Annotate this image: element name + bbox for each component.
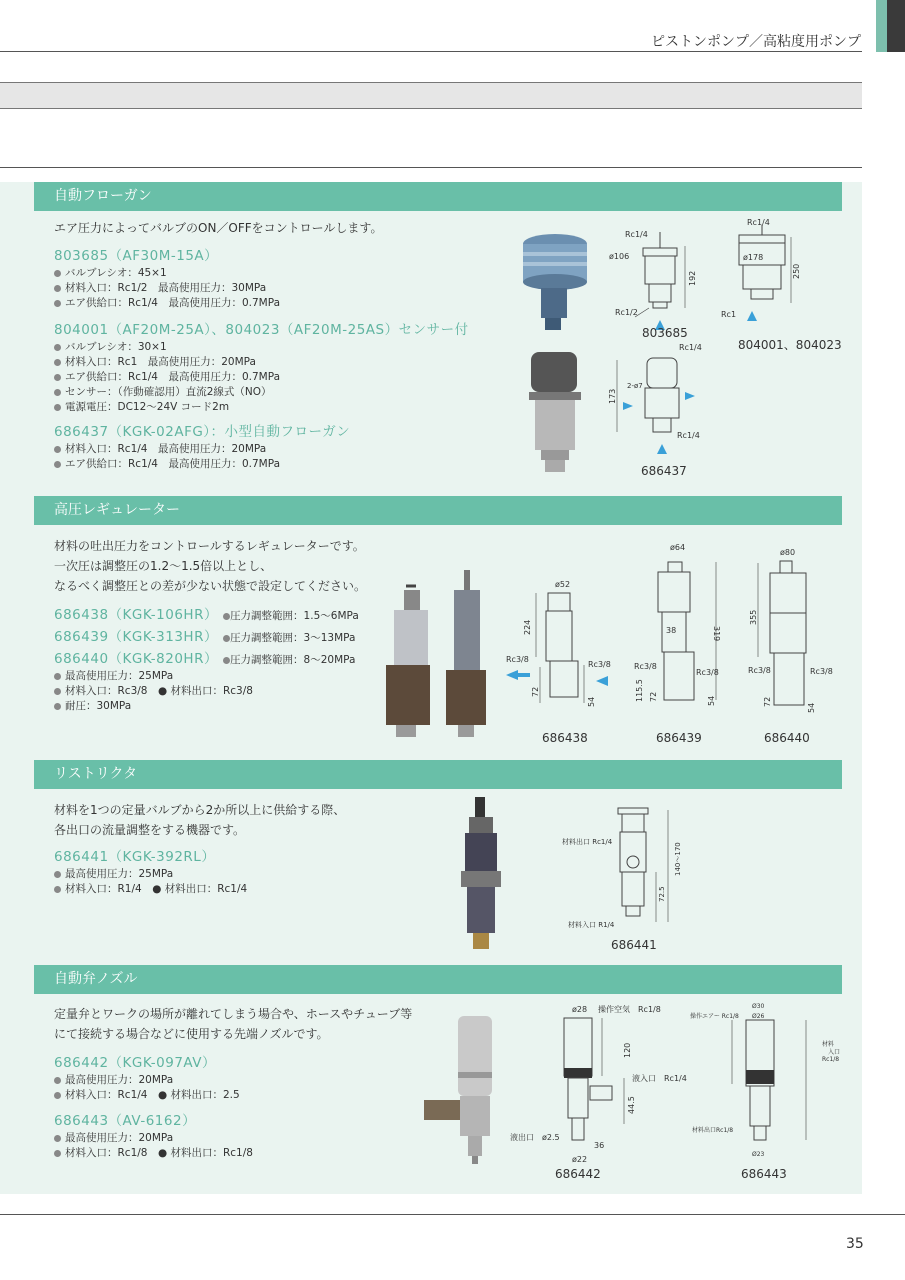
model-686443: 686443（AV-6162） — [54, 1113, 197, 1129]
regulator-model-row: 686440（KGK-820HR） 圧力調整範囲：8〜20MPa — [54, 651, 356, 667]
auto-gun-desc: エア圧力によってバルブのON／OFFをコントロールします。 — [54, 221, 383, 235]
drawing-686439 — [620, 540, 735, 718]
bullet-icon — [223, 613, 230, 620]
header-accent-dark — [887, 0, 905, 52]
spec-list — [54, 340, 280, 415]
spec-list — [54, 1131, 253, 1161]
bullet-icon — [54, 270, 61, 277]
drawing-label: 319 — [712, 626, 721, 642]
drawing-label: 液出口 ø2.5 — [510, 1133, 560, 1142]
photo-nozzle — [420, 1012, 500, 1167]
drawing-label: ø106 — [609, 252, 630, 261]
drawing-label: 材料入口 R1/4 — [568, 921, 615, 929]
drawing-686443 — [688, 1000, 848, 1165]
bullet-icon — [54, 886, 61, 893]
bullet-icon — [54, 1092, 61, 1099]
photo-flow-gun-803685 — [515, 230, 595, 335]
bullet-icon — [223, 635, 230, 642]
drawing-label: Ø23 — [752, 1151, 765, 1158]
drawing-label: 2-ø7 — [627, 382, 643, 390]
arrow-icon — [685, 392, 695, 400]
spec-item: バルブレシオ：45×1 — [54, 266, 280, 281]
section-title-restrictor: リストリクタ — [34, 760, 842, 789]
arrow-icon — [518, 673, 530, 677]
spec-item: 材料入口：Rc1/2 最高使用圧力：30MPa — [54, 281, 280, 296]
caption-686437: 686437 — [641, 464, 687, 478]
drawing-label: ø80 — [780, 548, 796, 557]
caption-803685: 803685 — [642, 326, 688, 340]
drawing-label: 36 — [594, 1141, 605, 1150]
drawing-label: 72.5 — [658, 886, 666, 902]
nozzle-desc: 定量弁とワークの場所が離れてしまう場合や、ホースやチューブ等 にて接続する場合などに使用する先端ノズルです。 — [54, 1007, 413, 1041]
bullet-icon — [54, 871, 61, 878]
bullet-icon — [223, 657, 230, 664]
photo-flow-gun-686437 — [525, 350, 585, 475]
spec-list — [54, 1073, 240, 1103]
bullet-icon — [54, 359, 61, 366]
drawing-label: Rc1/8 — [822, 1056, 840, 1063]
drawing-label: Rc1/4 — [747, 218, 770, 227]
photo-restrictor — [455, 795, 515, 955]
drawing-label: ø178 — [743, 253, 764, 262]
drawing-label: 120 — [623, 1042, 632, 1058]
caption-686442: 686442 — [555, 1167, 601, 1181]
regulator-desc: 材料の吐出圧力をコントロールするレギュレーターです。 一次圧は調整圧の1.2〜1.5倍以上とし、 なるべく調整圧との差が少ない状態で設定してください。 — [54, 539, 367, 593]
drawing-label: 材料 — [822, 1041, 835, 1048]
drawing-label: Rc3/8 — [748, 666, 771, 675]
spec-item: エア供給口：Rc1/4 最高使用圧力：0.7MPa — [54, 370, 280, 385]
drawing-label: ø64 — [670, 543, 686, 552]
drawing-label: 250 — [792, 263, 801, 279]
drawing-label: 173 — [608, 388, 617, 404]
drawing-label: 115.5 — [635, 679, 644, 702]
spec-item: 最高使用圧力：25MPa — [54, 669, 253, 684]
drawing-label: 54 — [807, 702, 816, 713]
caption-686443: 686443 — [741, 1167, 787, 1181]
drawing-label: 入口 — [828, 1049, 841, 1056]
drawing-label: Rc1/4 — [679, 343, 702, 352]
spec-list — [54, 442, 280, 472]
drawing-label: Rc1/4 — [625, 230, 648, 239]
bullet-icon — [54, 344, 61, 351]
bullet-icon — [54, 461, 61, 468]
arrow-icon — [657, 444, 667, 454]
section-title-auto-gun: 自動フローガン — [34, 182, 842, 211]
spec-item: センサー：（作動確認用）直流2線式（NO） — [54, 385, 280, 400]
section-title-nozzle: 自動弁ノズル — [34, 965, 842, 994]
page-number: 35 — [846, 1236, 864, 1252]
drawing-label: Rc3/8 — [588, 660, 611, 669]
drawing-686437 — [605, 340, 715, 458]
drawing-label: 材料出口 Rc1/4 — [562, 838, 613, 846]
spec-item: バルブレシオ：30×1 — [54, 340, 280, 355]
spec-item: 材料入口：Rc1/4 ● 材料出口：2.5 — [54, 1088, 240, 1103]
spec-item: 材料入口：Rc3/8 ● 材料出口：Rc3/8 — [54, 684, 253, 699]
drawing-686442 — [508, 1000, 688, 1165]
gray-band — [0, 82, 862, 109]
drawing-label: Rc3/8 — [696, 668, 719, 677]
spec-list — [54, 867, 247, 897]
model-686437: 686437（KGK-02AFG）：小型自動フローガン — [54, 424, 351, 440]
caption-686438: 686438 — [542, 731, 588, 745]
drawing-label: 液入口 Rc1/4 — [632, 1074, 687, 1083]
drawing-label: Rc1 — [721, 310, 737, 319]
drawing-686441 — [560, 800, 680, 935]
caption-686439: 686439 — [656, 731, 702, 745]
spec-item: 材料入口：Rc1/4 最高使用圧力：20MPa — [54, 442, 280, 457]
spec-item: エア供給口：Rc1/4 最高使用圧力：0.7MPa — [54, 457, 280, 472]
drawing-label: 355 — [749, 609, 758, 625]
drawing-686438 — [500, 575, 615, 715]
spec-list — [54, 266, 280, 311]
caption-686441: 686441 — [611, 938, 657, 952]
spec-item: 最高使用圧力：20MPa — [54, 1131, 253, 1146]
arrow-icon — [506, 670, 518, 680]
section-title-regulator: 高圧レギュレーター — [34, 496, 842, 525]
drawing-686440 — [740, 545, 840, 720]
regulator-model-row: 686438（KGK-106HR） 圧力調整範囲：1.5〜6MPa — [54, 607, 359, 623]
bullet-icon — [54, 374, 61, 381]
drawing-label: ø22 — [572, 1155, 588, 1164]
spec-item: 材料入口：Rc1/8 ● 材料出口：Rc1/8 — [54, 1146, 253, 1161]
drawing-label: 224 — [523, 619, 532, 635]
bullet-icon — [54, 1150, 61, 1157]
drawing-label: 140〜170 — [674, 842, 682, 876]
drawing-label: 38 — [666, 626, 677, 635]
bullet-icon — [54, 1077, 61, 1084]
drawing-label: ø52 — [555, 580, 571, 589]
drawing-label: ø28 — [572, 1005, 588, 1014]
drawing-804001 — [715, 215, 810, 325]
drawing-803685 — [605, 222, 715, 342]
bullet-icon — [54, 688, 61, 695]
spec-item: 最高使用圧力：20MPa — [54, 1073, 240, 1088]
drawing-label: 192 — [688, 270, 697, 286]
drawing-label: 54 — [707, 695, 716, 706]
arrow-icon — [747, 311, 757, 321]
header-accent-bar — [876, 0, 887, 52]
drawing-label: 操作エアー Rc1/8 — [690, 1013, 739, 1020]
caption-686440: 686440 — [764, 731, 810, 745]
drawing-label: Ø26 — [752, 1013, 765, 1020]
arrow-icon — [623, 402, 633, 410]
spec-item: 材料入口：R1/4 ● 材料出口：Rc1/4 — [54, 882, 247, 897]
header-divider — [0, 51, 862, 52]
photo-regulators — [378, 568, 498, 743]
restrictor-desc: 材料を1つの定量バルブから2か所以上に供給する際、 各出口の流量調整をする機器です。 — [54, 803, 346, 837]
drawing-label: Ø30 — [752, 1003, 765, 1010]
drawing-label: 44.5 — [627, 1096, 636, 1114]
spec-item: 電源電圧：DC12〜24V コード2m — [54, 400, 280, 415]
drawing-label: Rc1/4 — [677, 431, 700, 440]
spec-item: 耐圧：30MPa — [54, 699, 253, 714]
footer-divider — [0, 1214, 905, 1215]
drawing-label: 72 — [763, 696, 772, 707]
spec-list — [54, 669, 253, 714]
spec-item: 最高使用圧力：25MPa — [54, 867, 247, 882]
drawing-label: Rc3/8 — [634, 662, 657, 671]
divider-line — [0, 167, 862, 168]
drawing-label: 72 — [649, 691, 658, 702]
bullet-icon — [54, 285, 61, 292]
model-686441: 686441（KGK-392RL） — [54, 849, 216, 865]
bullet-icon — [54, 404, 61, 411]
spec-item: 材料入口：Rc1 最高使用圧力：20MPa — [54, 355, 280, 370]
bullet-icon — [54, 1135, 61, 1142]
header-title: ピストンポンプ／高粘度用ポンプ — [651, 34, 861, 50]
bullet-icon — [54, 673, 61, 680]
model-803685: 803685（AF30M-15A） — [54, 248, 219, 264]
drawing-label: 72 — [531, 686, 540, 697]
arrow-icon — [596, 676, 608, 686]
regulator-model-row: 686439（KGK-313HR） 圧力調整範囲：3〜13MPa — [54, 629, 356, 645]
bullet-icon — [54, 446, 61, 453]
drawing-label: Rc3/8 — [810, 667, 833, 676]
spec-item: エア供給口：Rc1/4 最高使用圧力：0.7MPa — [54, 296, 280, 311]
model-686442: 686442（KGK-097AV） — [54, 1055, 217, 1071]
bullet-icon — [54, 703, 61, 710]
drawing-label: 操作空気 Rc1/8 — [598, 1005, 661, 1014]
bullet-icon — [54, 300, 61, 307]
bullet-icon — [54, 389, 61, 396]
drawing-label: 54 — [587, 696, 596, 707]
caption-804001: 804001、804023 — [738, 338, 842, 352]
model-804001: 804001（AF20M-25A）、804023（AF20M-25AS）センサー付 — [54, 322, 469, 338]
drawing-label: Rc3/8 — [506, 655, 529, 664]
drawing-label: 材料出口Rc1/8 — [692, 1127, 734, 1134]
drawing-label: Rc1/2 — [615, 308, 638, 317]
